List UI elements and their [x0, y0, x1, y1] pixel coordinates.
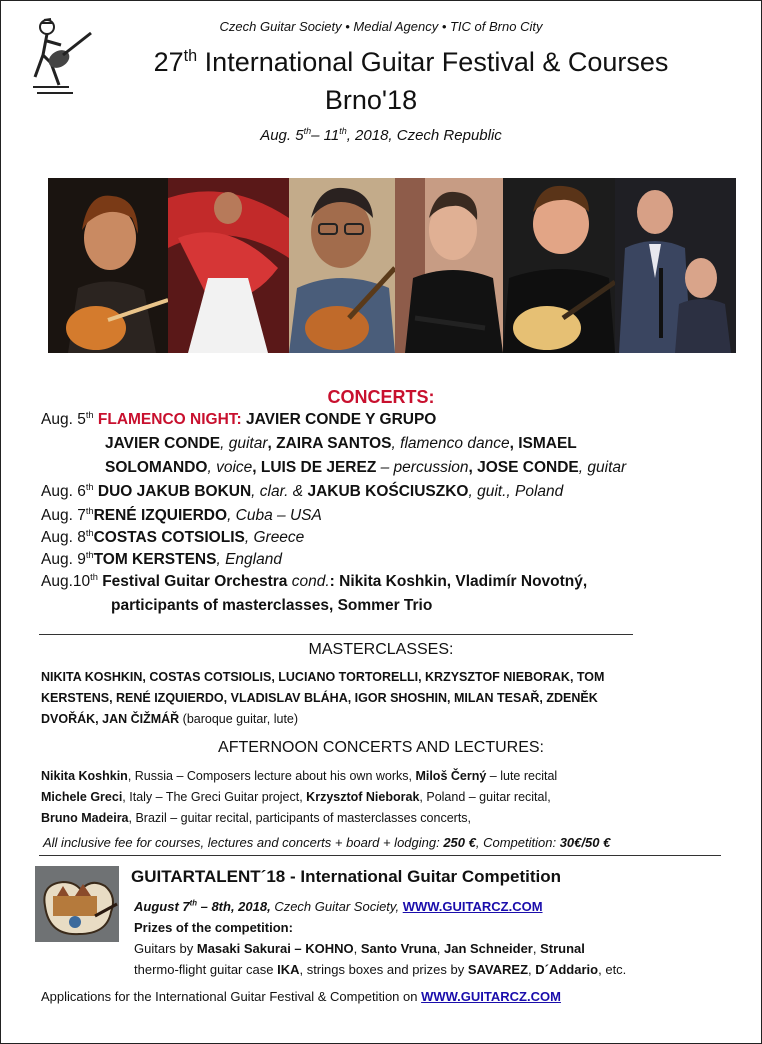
performer-photo-strip [48, 178, 736, 353]
section-divider [39, 634, 633, 635]
performer-photo-3 [289, 178, 395, 353]
performer-photo-2 [168, 178, 289, 353]
performer-photo-5 [503, 178, 615, 353]
applications-line: Applications for the International Guitar Festival & Competition on WWW.GUITARCZ.COM [41, 989, 561, 1004]
concert-aug10: Aug.10th Festival Guitar Orchestra cond.: Nikita Koshkin, Vladimír Novotný, [41, 571, 588, 590]
masterclasses-heading: MASTERCLASSES: [308, 641, 454, 658]
competition-guitar-image [35, 866, 119, 942]
performer-photo-1 [48, 178, 168, 353]
festival-dates: Aug. 5th– 11th, 2018, Czech Republic [260, 126, 502, 144]
concert-aug6: Aug. 6th DUO JAKUB BOKUN, clar. & JAKUB KOŚCIUSZKO, guit., Poland [41, 481, 564, 500]
organizers-line: Czech Guitar Society • Medial Agency • TIC of Brno City [219, 19, 543, 34]
festival-title-line2: Brno'18 [324, 85, 418, 115]
concert-aug9: Aug. 9thTOM KERSTENS, England [41, 549, 282, 568]
concert-aug5: Aug. 5th FLAMENCO NIGHT: JAVIER CONDE Y GRUPO [41, 409, 437, 428]
competition-heading: GUITARTALENT´18 - International Guitar Competition [131, 867, 562, 886]
fee-line: All inclusive fee for courses, lectures and concerts + board + lodging: 250 €, Competition: 30€/50 € [43, 835, 611, 850]
concert-aug7: Aug. 7thRENÉ IZQUIERDO, Cuba – USA [41, 505, 322, 524]
fee-divider [39, 855, 721, 856]
performer-photo-4 [395, 178, 503, 353]
concerts-heading: CONCERTS: [327, 387, 435, 407]
guitarist-logo-icon [29, 15, 95, 95]
afternoon-list: Nikita Koshkin, Russia – Composers lecture about his own works, Miloš Černý – lute recital Michele Greci, Italy – The Greci Guitar project, Krzysztof Nieborak, Poland – guitar recital, Bruno Madeira, Brazil – guitar recital, participants of masterclasses concerts, [41, 769, 558, 825]
concert-aug10-participants: participants of masterclasses, Sommer Trio [111, 597, 433, 614]
competition-website-link[interactable]: WWW.GUITARCZ.COM [402, 899, 543, 914]
competition-prizes-other: thermo-flight guitar case IKA, strings boxes and prizes by SAVAREZ, D´Addario, etc. [134, 962, 627, 977]
concert-aug5-performers-2: SOLOMANDO, voice, LUIS DE JEREZ – percussion, JOSE CONDE, guitar [105, 459, 627, 476]
festival-title: 27th International Guitar Festival & Courses [153, 47, 669, 77]
applications-website-link[interactable]: WWW.GUITARCZ.COM [421, 989, 561, 1004]
performer-photo-6 [615, 178, 736, 353]
concert-aug5-performers-1: JAVIER CONDE, guitar, ZAIRA SANTOS, flamenco dance, ISMAEL [105, 435, 577, 452]
concert-aug8: Aug. 8thCOSTAS COTSIOLIS, Greece [41, 527, 305, 546]
competition-prizes-heading: Prizes of the competition: [134, 920, 293, 935]
competition-dates: August 7th – 8th, 2018, Czech Guitar Society, WWW.GUITARCZ.COM [134, 898, 543, 914]
competition-prizes-guitars: Guitars by Masaki Sakurai – KOHNO, Santo Vruna, Jan Schneider, Strunal [134, 941, 585, 956]
masterclasses-list: NIKITA KOSHKIN, COSTAS COTSIOLIS, LUCIANO TORTORELLI, KRZYSZTOF NIEBORAK, TOM KERSTENS, RENÉ IZQUIERDO, VLADISLAV BLÁHA, IGOR SHOSHIN, MILAN TESAŘ, ZDENĚK DVOŘÁK, JAN ČIŽMÁŘ (baroque guitar, lute) [41, 670, 605, 726]
afternoon-heading: AFTERNOON CONCERTS AND LECTURES: [218, 739, 544, 756]
